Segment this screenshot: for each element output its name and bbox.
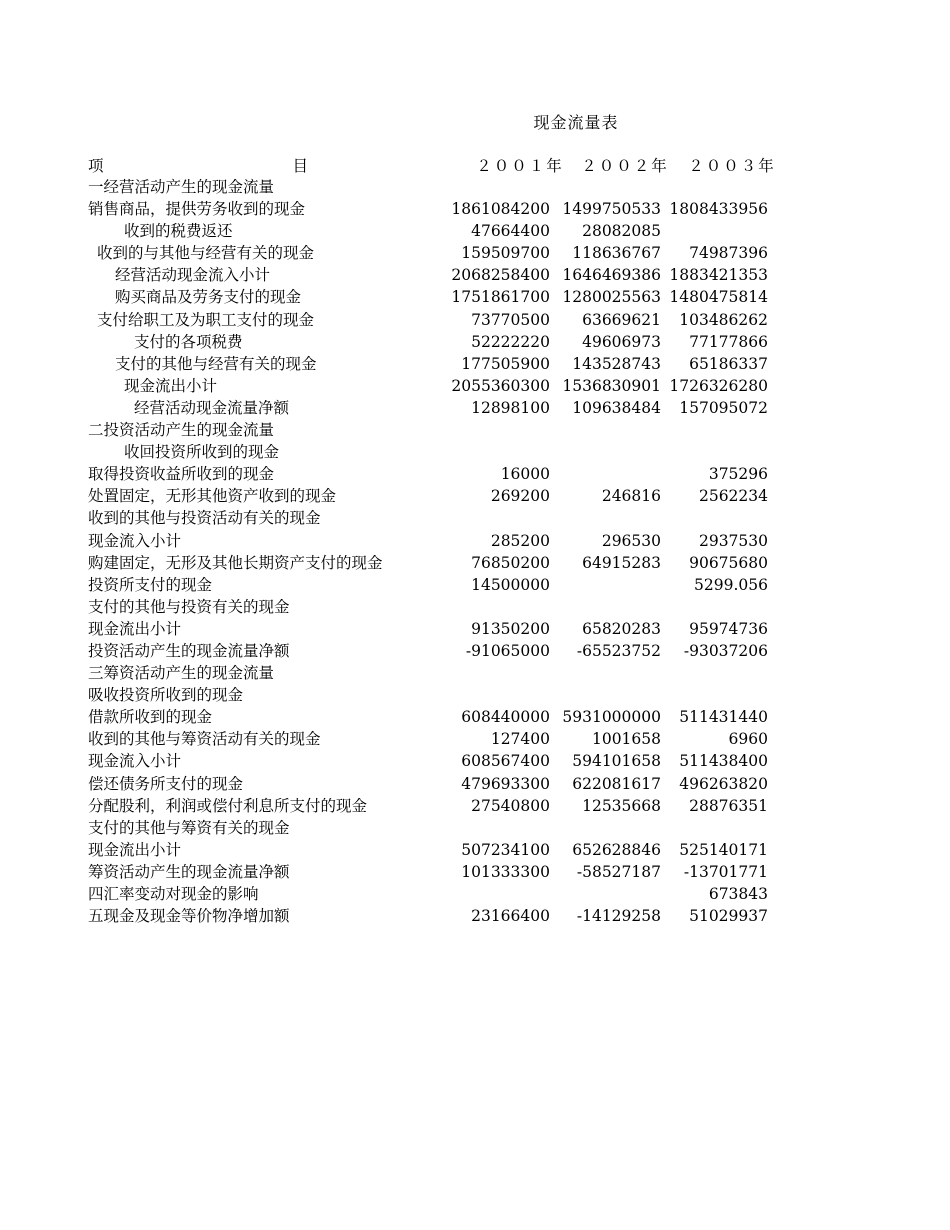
row-label: 购买商品及劳务支付的现金 [115,288,302,307]
row-label: 现金流出小计 [88,840,182,859]
cell-value-2001: 23166400 [471,907,550,926]
row-label: 借款所收到的现金 [88,708,213,727]
cell-value-2003: 375296 [708,465,768,484]
cell-value-2001: 101333300 [461,862,550,881]
cell-value-2003: -93037206 [683,641,768,660]
cell-value-2001: 177505900 [461,354,550,373]
cell-value-2003: 1808433956 [669,200,768,219]
cell-value-2003: 6960 [728,730,768,749]
cell-value-2003: 157095072 [679,398,768,417]
row-label: 收到的税费返还 [124,222,233,241]
row-label: 现金流入小计 [88,752,182,771]
cell-value-2003: 74987396 [689,244,768,263]
cell-value-2003: 28876351 [689,796,768,815]
cell-value-2003: 1726326280 [669,376,768,395]
cell-value-2003: 2562234 [698,487,768,506]
page-title: 现金流量表 [533,113,619,132]
cell-value-2002: 1280025563 [562,288,661,307]
cell-value-2001: 76850200 [471,553,550,572]
table-row [0,618,950,640]
row-label: 现金流出小计 [88,619,182,638]
cell-value-2001: 91350200 [471,619,550,638]
cell-value-2003: 65186337 [689,354,768,373]
row-label: 收到的其他与投资活动有关的现金 [88,509,321,528]
year-header-2002: ２００２年 [581,157,669,175]
row-label: 分配股利，利润或偿付利息所支付的现金 [88,796,368,815]
cash-flow-table [0,176,950,927]
table-row [0,883,950,905]
table-row [0,309,950,331]
cell-value-2002: 109638484 [572,398,661,417]
cell-value-2001: 1751861700 [451,288,550,307]
row-label: 筹资活动产生的现金流量净额 [88,862,290,881]
table-row [0,198,950,220]
cell-value-2001: 608440000 [461,708,550,727]
table-row [0,750,950,772]
cell-value-2002: -65523752 [576,641,661,660]
row-label: 支付的其他与筹资有关的现金 [88,818,290,837]
year-header-2001: ２００１年 [476,157,564,175]
row-label: 支付的各项税费 [134,332,243,351]
table-row [0,839,950,861]
cell-value-2002: 246816 [601,487,661,506]
table-row [0,662,950,684]
table-row [0,220,950,242]
item-header-right: 目 [292,157,308,175]
cell-value-2001: -91065000 [465,641,550,660]
table-row [0,397,950,419]
year-header-2003: ２００３年 [688,157,776,175]
cell-value-2001: 47664400 [471,222,550,241]
item-column-header [88,154,308,176]
row-label: 收到的与其他与经营有关的现金 [97,244,315,263]
cell-value-2002: 1001658 [591,730,661,749]
table-row [0,861,950,883]
cell-value-2003: 496263820 [679,774,768,793]
cell-value-2001: 14500000 [471,575,550,594]
cell-value-2001: 269200 [490,487,550,506]
cell-value-2003: -13701771 [683,862,768,881]
table-row [0,264,950,286]
row-label: 支付的其他与经营有关的现金 [115,354,317,373]
row-label: 支付给职工及为职工支付的现金 [97,310,315,329]
row-label: 吸收投资所收到的现金 [88,686,244,705]
cell-value-2002: 118636767 [572,244,661,263]
cell-value-2002: 5931000000 [562,708,661,727]
row-label: 五现金及现金等价物净增加额 [88,907,290,926]
cell-value-2001: 127400 [490,730,550,749]
row-label: 三筹资活动产生的现金流量 [88,664,275,683]
row-label: 现金流入小计 [88,531,182,550]
cell-value-2002: 63669621 [582,310,661,329]
table-row [0,463,950,485]
table-row [0,242,950,264]
cell-value-2003: 77177866 [689,332,768,351]
table-row [0,485,950,507]
cell-value-2003: 90675680 [689,553,768,572]
cell-value-2003: 511431440 [679,708,768,727]
cell-value-2002: 143528743 [572,354,661,373]
table-row [0,441,950,463]
row-label: 一经营活动产生的现金流量 [88,178,275,196]
table-row [0,706,950,728]
cell-value-2002: 12535668 [582,796,661,815]
cell-value-2003: 51029937 [689,907,768,926]
cell-value-2001: 12898100 [471,398,550,417]
cell-value-2001: 27540800 [471,796,550,815]
table-row [0,684,950,706]
cell-value-2002: 49606973 [582,332,661,351]
cell-value-2001: 1861084200 [451,200,550,219]
table-row [0,353,950,375]
cell-value-2002: -58527187 [576,862,661,881]
table-row [0,795,950,817]
table-row [0,905,950,927]
cell-value-2002: 28082085 [582,222,661,241]
cell-value-2001: 73770500 [471,310,550,329]
table-row [0,331,950,353]
row-label: 投资活动产生的现金流量净额 [88,641,290,660]
cell-value-2003: 1480475814 [669,288,768,307]
table-row [0,773,950,795]
table-row [0,375,950,397]
table-row [0,176,950,198]
cell-value-2002: 594101658 [572,752,661,771]
table-row [0,507,950,529]
cell-value-2001: 285200 [490,531,550,550]
cell-value-2003: 103486262 [679,310,768,329]
cell-value-2001: 507234100 [461,840,550,859]
row-label: 收回投资所收到的现金 [124,443,280,462]
cell-value-2003: 511438400 [679,752,768,771]
cell-value-2002: 64915283 [582,553,661,572]
cell-value-2001: 159509700 [461,244,550,263]
row-label: 投资所支付的现金 [88,575,213,594]
cell-value-2002: 652628846 [572,840,661,859]
cell-value-2003: 673843 [708,885,768,903]
row-label: 经营活动现金流入小计 [115,266,271,285]
table-row [0,552,950,574]
cell-value-2003: 95974736 [689,619,768,638]
table-row [0,530,950,552]
cell-value-2003: 525140171 [679,840,768,859]
table-row [0,286,950,308]
row-label: 收到的其他与筹资活动有关的现金 [88,730,321,749]
row-label: 四汇率变动对现金的影响 [88,885,259,903]
row-label: 二投资活动产生的现金流量 [88,421,275,440]
row-label: 购建固定，无形及其他长期资产支付的现金 [88,553,383,572]
cell-value-2001: 479693300 [461,774,550,793]
cell-value-2002: 1536830901 [562,376,661,395]
cell-value-2003: 2937530 [698,531,768,550]
table-row [0,728,950,750]
row-label: 偿还债务所支付的现金 [88,774,244,793]
cell-value-2002: -14129258 [576,907,661,926]
cell-value-2001: 608567400 [461,752,550,771]
cell-value-2002: 1499750533 [562,200,661,219]
row-label: 处置固定，无形其他资产收到的现金 [88,487,337,506]
cell-value-2002: 622081617 [572,774,661,793]
table-row [0,596,950,618]
cell-value-2002: 1646469386 [562,266,661,285]
cell-value-2003: 5299.056 [694,575,768,594]
column-header-row [0,154,950,176]
cell-value-2003: 1883421353 [669,266,768,285]
cell-value-2002: 296530 [601,531,661,550]
cell-value-2001: 16000 [500,465,550,484]
item-header-left: 项 [88,157,104,175]
table-row [0,574,950,596]
row-label: 经营活动现金流量净额 [134,398,290,417]
row-label: 取得投资收益所收到的现金 [88,465,275,484]
table-row [0,817,950,839]
row-label: 支付的其他与投资有关的现金 [88,597,290,616]
table-row [0,419,950,441]
cell-value-2002: 65820283 [582,619,661,638]
cell-value-2001: 2055360300 [451,376,550,395]
table-row [0,640,950,662]
row-label: 现金流出小计 [124,376,218,395]
cell-value-2001: 52222220 [471,332,550,351]
cell-value-2001: 2068258400 [451,266,550,285]
row-label: 销售商品，提供劳务收到的现金 [88,200,306,219]
